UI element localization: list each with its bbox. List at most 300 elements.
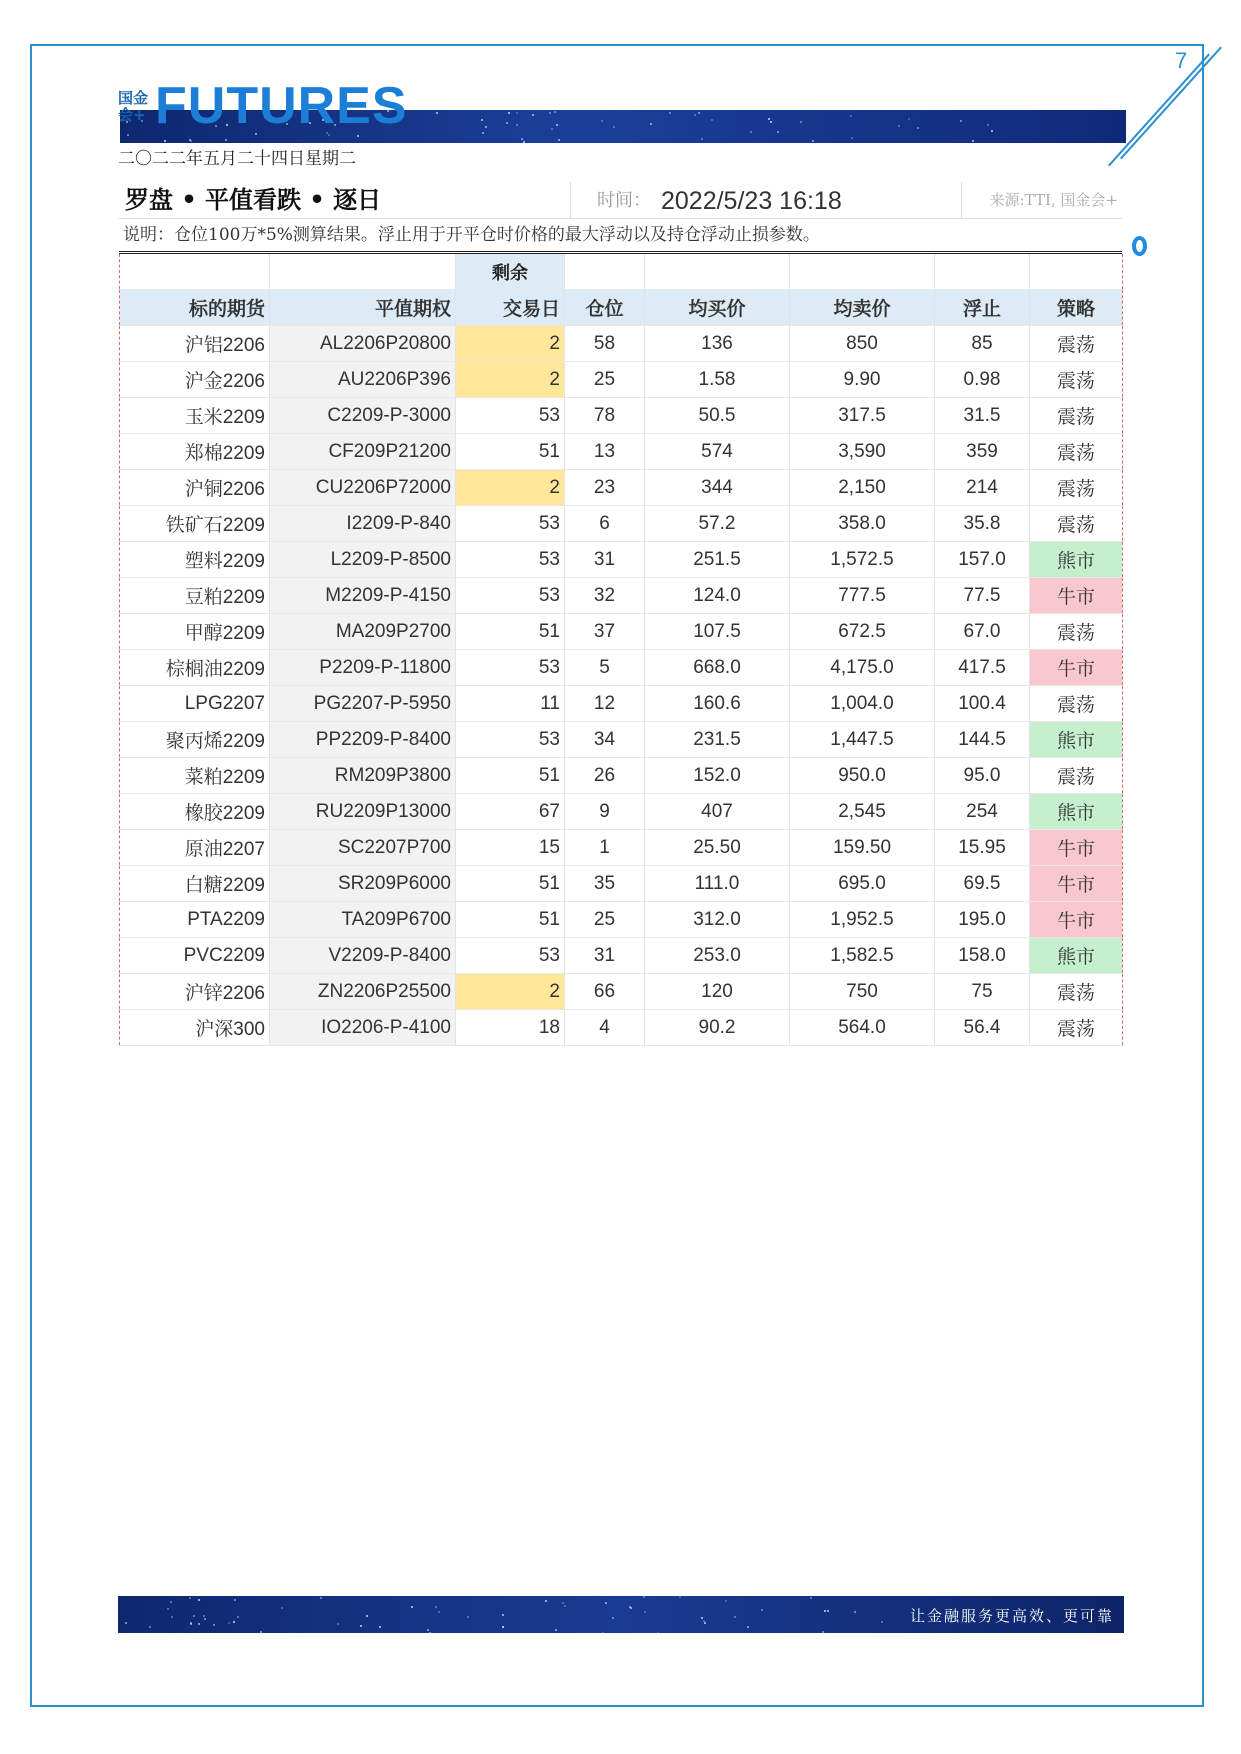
cell-days: 53 [456, 506, 565, 542]
star-decoration [260, 1631, 262, 1633]
cell-days: 51 [456, 866, 565, 902]
star-decoration [761, 1609, 763, 1611]
star-decoration [960, 120, 962, 122]
cell-avg-buy: 111.0 [645, 866, 790, 902]
cell-stop: 15.95 [935, 830, 1030, 866]
cell-strategy: 牛市 [1030, 902, 1123, 938]
cell-stop: 56.4 [935, 1010, 1030, 1046]
cell-avg-buy: 57.2 [645, 506, 790, 542]
star-decoration [360, 1625, 362, 1627]
star-decoration [562, 1602, 564, 1604]
star-decoration [411, 1606, 413, 1608]
cell-future: 沪金2206 [120, 362, 270, 398]
cell-avg-buy: 407 [645, 794, 790, 830]
star-decoration [669, 112, 671, 114]
cell-days: 53 [456, 578, 565, 614]
col-header-avg-sell: 均卖价 [790, 290, 935, 326]
time-value: 2022/5/23 16:18 [651, 182, 962, 218]
table-row [120, 830, 1123, 866]
star-decoration [379, 1626, 381, 1628]
cell-stop: 195.0 [935, 902, 1030, 938]
star-decoration [237, 1616, 239, 1618]
col-header-position: 仓位 [565, 290, 645, 326]
star-decoration [987, 124, 989, 126]
star-decoration [203, 1615, 205, 1617]
table-row [120, 650, 1123, 686]
cell-avg-buy: 107.5 [645, 614, 790, 650]
cell-avg-sell: 9.90 [790, 362, 935, 398]
table-row [120, 614, 1123, 650]
star-decoration [800, 121, 802, 123]
cell-avg-sell: 1,952.5 [790, 902, 935, 938]
strategy-table-section [119, 182, 1122, 1046]
cell-position: 4 [565, 1010, 645, 1046]
star-decoration [429, 1632, 431, 1633]
cell-option: SR209P6000 [270, 866, 456, 902]
cell-position: 66 [565, 974, 645, 1010]
cell-strategy: 熊市 [1030, 722, 1123, 758]
cell-strategy: 震荡 [1030, 362, 1123, 398]
cell-strategy: 震荡 [1030, 1010, 1123, 1046]
cell-avg-buy: 120 [645, 974, 790, 1010]
table-row [120, 470, 1123, 506]
table-row [120, 758, 1123, 794]
star-decoration [602, 1632, 604, 1633]
cell-avg-sell: 2,545 [790, 794, 935, 830]
cell-position: 5 [565, 650, 645, 686]
star-decoration [643, 1596, 645, 1598]
star-decoration [917, 127, 919, 129]
cell-stop: 85 [935, 326, 1030, 362]
cell-days: 51 [456, 902, 565, 938]
cell-position: 12 [565, 686, 645, 722]
cell-strategy: 震荡 [1030, 434, 1123, 470]
cell-days: 53 [456, 650, 565, 686]
star-decoration [650, 123, 652, 125]
star-decoration [898, 125, 900, 127]
star-decoration [701, 1617, 703, 1619]
cell-option: I2209-P-840 [270, 506, 456, 542]
star-decoration [149, 1626, 151, 1628]
cell-future: LPG2207 [120, 686, 270, 722]
cell-position: 31 [565, 542, 645, 578]
star-decoration [481, 119, 483, 121]
cell-future: PTA2209 [120, 902, 270, 938]
brand-icon [1132, 236, 1147, 256]
cell-position: 35 [565, 866, 645, 902]
star-decoration [502, 1626, 504, 1628]
cell-position: 26 [565, 758, 645, 794]
cell-position: 78 [565, 398, 645, 434]
table-row [120, 866, 1123, 902]
cell-strategy: 震荡 [1030, 326, 1123, 362]
star-decoration [125, 1622, 127, 1624]
star-decoration [827, 1610, 829, 1612]
cell-position: 34 [565, 722, 645, 758]
table-row [120, 434, 1123, 470]
cell-avg-buy: 50.5 [645, 398, 790, 434]
cell-avg-sell: 4,175.0 [790, 650, 935, 686]
cell-stop: 157.0 [935, 542, 1030, 578]
star-decoration [506, 122, 508, 124]
star-decoration [436, 112, 438, 114]
cell-position: 25 [565, 902, 645, 938]
cell-strategy: 熊市 [1030, 542, 1123, 578]
star-decoration [908, 118, 910, 120]
table-row [120, 578, 1123, 614]
cell-future: 沪铜2206 [120, 470, 270, 506]
cell-days: 53 [456, 542, 565, 578]
cell-stop: 95.0 [935, 758, 1030, 794]
table-row [120, 398, 1123, 434]
cell-option: C2209-P-3000 [270, 398, 456, 434]
star-decoration [127, 134, 129, 136]
table-row [120, 722, 1123, 758]
cell-option: CF209P21200 [270, 434, 456, 470]
star-decoration [605, 1602, 607, 1604]
cell-days: 2 [456, 470, 565, 506]
star-decoration [698, 112, 700, 114]
star-decoration [725, 1600, 727, 1602]
cell-position: 31 [565, 938, 645, 974]
table-row [120, 542, 1123, 578]
cell-avg-buy: 251.5 [645, 542, 790, 578]
cell-stop: 100.4 [935, 686, 1030, 722]
cell-future: 沪铝2206 [120, 326, 270, 362]
cell-days: 51 [456, 758, 565, 794]
star-decoration [734, 1616, 736, 1618]
star-decoration [213, 1624, 215, 1626]
cell-strategy: 牛市 [1030, 830, 1123, 866]
cell-stop: 31.5 [935, 398, 1030, 434]
table-title-row [119, 182, 1122, 219]
logo-small: 国金会+ [118, 89, 149, 124]
star-decoration [281, 1607, 283, 1609]
star-decoration [644, 1611, 646, 1613]
star-decoration [558, 139, 560, 141]
star-decoration [747, 1626, 749, 1628]
brand-name-en: SINOLINK FUTURES [1152, 252, 1184, 267]
star-decoration [366, 1615, 368, 1617]
cell-option: ZN2206P25500 [270, 974, 456, 1010]
cell-position: 37 [565, 614, 645, 650]
cell-days: 2 [456, 362, 565, 398]
table-row [120, 686, 1123, 722]
cell-position: 9 [565, 794, 645, 830]
col-header-option: 平值期权 [270, 290, 456, 326]
header-row [120, 290, 1123, 326]
star-decoration [508, 112, 510, 114]
cell-days: 53 [456, 722, 565, 758]
star-decoration [467, 1616, 469, 1618]
star-decoration [613, 126, 615, 128]
star-decoration [190, 1622, 192, 1624]
cell-avg-sell: 777.5 [790, 578, 935, 614]
cell-avg-sell: 3,590 [790, 434, 935, 470]
cell-future: 沪深300 [120, 1010, 270, 1046]
cell-avg-sell: 1,447.5 [790, 722, 935, 758]
options-table [119, 254, 1123, 1046]
footer-banner [118, 1596, 1124, 1633]
cell-days: 53 [456, 398, 565, 434]
cell-avg-sell: 358.0 [790, 506, 935, 542]
cell-position: 1 [565, 830, 645, 866]
star-decoration [556, 124, 558, 126]
cell-future: 白糖2209 [120, 866, 270, 902]
star-decoration [972, 140, 974, 142]
cell-strategy: 震荡 [1030, 758, 1123, 794]
star-decoration [630, 1607, 632, 1609]
cell-position: 23 [565, 470, 645, 506]
star-decoration [824, 1610, 826, 1612]
star-decoration [991, 130, 993, 132]
star-decoration [601, 120, 603, 122]
star-decoration [694, 114, 696, 116]
star-decoration [612, 1617, 614, 1619]
cell-days: 51 [456, 614, 565, 650]
logo-futures: FUTURES [155, 77, 408, 135]
cell-avg-sell: 695.0 [790, 866, 935, 902]
cell-future: 棕榈油2209 [120, 650, 270, 686]
star-decoration [234, 1599, 236, 1601]
cell-strategy: 牛市 [1030, 578, 1123, 614]
cell-option: IO2206-P-4100 [270, 1010, 456, 1046]
star-decoration [523, 141, 525, 143]
cell-future: 原油2207 [120, 830, 270, 866]
cell-future: 铁矿石2209 [120, 506, 270, 542]
star-decoration [516, 124, 518, 126]
cell-avg-sell: 1,572.5 [790, 542, 935, 578]
star-decoration [320, 1597, 322, 1599]
star-decoration [233, 1621, 235, 1623]
cell-option: M2209-P-4150 [270, 578, 456, 614]
cell-avg-sell: 159.50 [790, 830, 935, 866]
cell-option: SC2207P700 [270, 830, 456, 866]
cell-option: PP2209-P-8400 [270, 722, 456, 758]
cell-avg-sell: 750 [790, 974, 935, 1010]
table-row [120, 506, 1123, 542]
cell-avg-buy: 25.50 [645, 830, 790, 866]
cell-avg-buy: 253.0 [645, 938, 790, 974]
star-decoration [427, 1629, 429, 1631]
cell-option: V2209-P-8400 [270, 938, 456, 974]
cell-position: 13 [565, 434, 645, 470]
cell-days: 51 [456, 434, 565, 470]
star-decoration [482, 132, 484, 134]
table-row [120, 362, 1123, 398]
table-row [120, 938, 1123, 974]
col-header-future: 标的期货 [120, 290, 270, 326]
cell-position: 32 [565, 578, 645, 614]
cell-avg-buy: 1.58 [645, 362, 790, 398]
cell-avg-buy: 574 [645, 434, 790, 470]
cell-strategy: 熊市 [1030, 938, 1123, 974]
star-decoration [193, 1615, 195, 1617]
cell-avg-buy: 152.0 [645, 758, 790, 794]
col-header-days: 交易日 [456, 290, 565, 326]
cell-position: 25 [565, 362, 645, 398]
star-decoration [701, 138, 703, 140]
data-source: 来源:TTI, 国金会+ [989, 191, 1118, 209]
table-row [120, 1010, 1123, 1046]
star-decoration [225, 139, 227, 141]
cell-strategy: 牛市 [1030, 650, 1123, 686]
cell-option: L2209-P-8500 [270, 542, 456, 578]
star-decoration [167, 1608, 169, 1610]
time-label: 时间： [570, 182, 651, 218]
cell-stop: 158.0 [935, 938, 1030, 974]
star-decoration [564, 1605, 566, 1607]
star-decoration [768, 118, 770, 120]
star-decoration [704, 1622, 706, 1624]
star-decoration [551, 128, 553, 130]
star-decoration [545, 1600, 547, 1602]
cell-avg-sell: 1,004.0 [790, 686, 935, 722]
star-decoration [679, 1596, 681, 1598]
star-decoration [198, 1599, 200, 1601]
cell-avg-buy: 231.5 [645, 722, 790, 758]
brand-name-cn: 国金期货 [1152, 223, 1181, 253]
star-decoration [770, 121, 772, 123]
cell-stop: 69.5 [935, 866, 1030, 902]
star-decoration [171, 1616, 173, 1618]
cell-stop: 67.0 [935, 614, 1030, 650]
cell-future: PVC2209 [120, 938, 270, 974]
star-decoration [516, 112, 518, 114]
cell-stop: 75 [935, 974, 1030, 1010]
cell-option: AL2206P20800 [270, 326, 456, 362]
star-decoration [810, 1597, 812, 1599]
cell-future: 玉米2209 [120, 398, 270, 434]
cell-stop: 0.98 [935, 362, 1030, 398]
cell-days: 53 [456, 938, 565, 974]
cell-option: RU2209P13000 [270, 794, 456, 830]
cell-avg-buy: 312.0 [645, 902, 790, 938]
cell-avg-sell: 2,150 [790, 470, 935, 506]
cell-future: 甲醇2209 [120, 614, 270, 650]
cell-strategy: 震荡 [1030, 614, 1123, 650]
cell-future: 沪锌2206 [120, 974, 270, 1010]
cell-stop: 35.8 [935, 506, 1030, 542]
star-decoration [711, 119, 713, 121]
star-decoration [851, 137, 853, 139]
cell-days: 2 [456, 974, 565, 1010]
cell-stop: 144.5 [935, 722, 1030, 758]
star-decoration [502, 1614, 504, 1616]
cell-stop: 77.5 [935, 578, 1030, 614]
cell-future: 塑料2209 [120, 542, 270, 578]
cell-avg-buy: 668.0 [645, 650, 790, 686]
cell-avg-buy: 90.2 [645, 1010, 790, 1046]
report-date: 二〇二二年五月二十四日星期二 [118, 149, 356, 169]
cell-avg-sell: 950.0 [790, 758, 935, 794]
cell-option: PG2207-P-5950 [270, 686, 456, 722]
cell-days: 2 [456, 326, 565, 362]
cell-future: 豆粕2209 [120, 578, 270, 614]
star-decoration [204, 1618, 206, 1620]
star-decoration [822, 1631, 824, 1633]
cell-days: 15 [456, 830, 565, 866]
brand-logo [1132, 224, 1189, 268]
star-decoration [164, 140, 166, 142]
cell-avg-sell: 564.0 [790, 1010, 935, 1046]
star-decoration [881, 1621, 883, 1623]
col-header-avg-buy: 均买价 [645, 290, 790, 326]
star-decoration [532, 114, 534, 116]
header-row-top [120, 254, 1123, 290]
star-decoration [812, 140, 814, 142]
star-decoration [657, 1632, 659, 1633]
star-decoration [555, 1629, 557, 1631]
cell-avg-buy: 160.6 [645, 686, 790, 722]
cell-stop: 417.5 [935, 650, 1030, 686]
page-number: 7 [1175, 48, 1188, 73]
star-decoration [521, 138, 523, 140]
cell-option: CU2206P72000 [270, 470, 456, 506]
cell-option: AU2206P396 [270, 362, 456, 398]
cell-strategy: 震荡 [1030, 686, 1123, 722]
header-remaining: 剩余 [456, 254, 565, 290]
cell-avg-sell: 672.5 [790, 614, 935, 650]
footer-slogan: 让金融服务更高效、更可靠 [909, 1607, 1114, 1625]
cell-position: 58 [565, 326, 645, 362]
cell-strategy: 震荡 [1030, 398, 1123, 434]
cell-days: 67 [456, 794, 565, 830]
col-header-stop: 浮止 [935, 290, 1030, 326]
star-decoration [850, 115, 852, 117]
cell-strategy: 牛市 [1030, 866, 1123, 902]
cell-option: TA209P6700 [270, 902, 456, 938]
star-decoration [485, 126, 487, 128]
cell-stop: 214 [935, 470, 1030, 506]
star-decoration [228, 1622, 230, 1624]
cell-days: 11 [456, 686, 565, 722]
cell-stop: 254 [935, 794, 1030, 830]
table-row [120, 974, 1123, 1010]
table-row [120, 902, 1123, 938]
star-decoration [170, 1601, 172, 1603]
cell-stop: 359 [935, 434, 1030, 470]
star-decoration [554, 111, 556, 113]
col-header-strategy: 策略 [1030, 290, 1123, 326]
star-decoration [189, 1597, 191, 1599]
star-decoration [435, 1606, 437, 1608]
cell-strategy: 震荡 [1030, 470, 1123, 506]
star-decoration [198, 1623, 200, 1625]
table-title: 罗盘 • 平值看跌 • 逐日 [125, 185, 382, 214]
cell-strategy: 震荡 [1030, 506, 1123, 542]
cell-future: 聚丙烯2209 [120, 722, 270, 758]
star-decoration [190, 140, 192, 142]
cell-strategy: 震荡 [1030, 974, 1123, 1010]
star-decoration [549, 112, 551, 114]
cell-future: 菜粕2209 [120, 758, 270, 794]
cell-option: MA209P2700 [270, 614, 456, 650]
cell-avg-buy: 136 [645, 326, 790, 362]
cell-avg-buy: 344 [645, 470, 790, 506]
cell-future: 郑棉2209 [120, 434, 270, 470]
cell-option: RM209P3800 [270, 758, 456, 794]
table-row [120, 326, 1123, 362]
star-decoration [438, 1611, 440, 1613]
cell-avg-sell: 850 [790, 326, 935, 362]
cell-option: P2209-P-11800 [270, 650, 456, 686]
cell-avg-buy: 124.0 [645, 578, 790, 614]
cell-future: 橡胶2209 [120, 794, 270, 830]
table-row [120, 794, 1123, 830]
cell-strategy: 熊市 [1030, 794, 1123, 830]
cell-avg-sell: 317.5 [790, 398, 935, 434]
